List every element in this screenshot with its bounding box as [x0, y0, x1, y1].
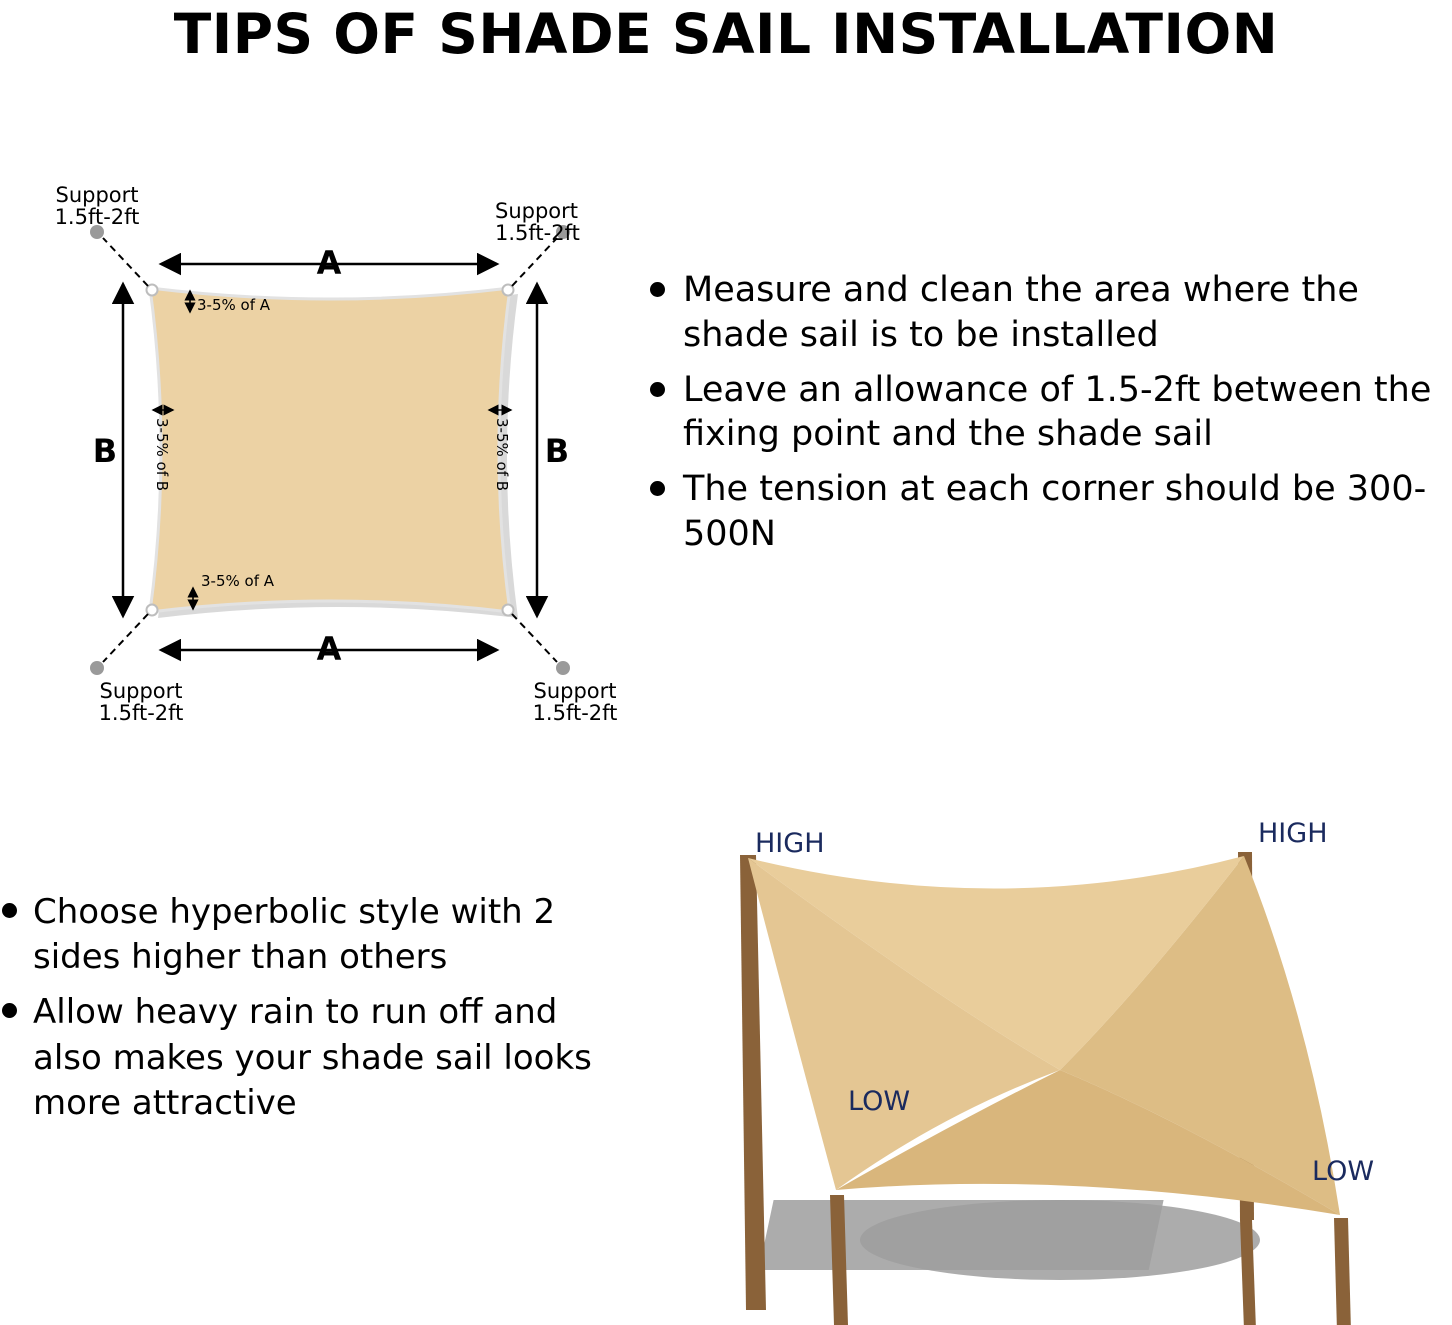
bullet-dot-icon	[2, 1003, 17, 1018]
label-low-right: LOW	[1312, 1156, 1375, 1187]
list-item-label: Leave an allowance of 1.5-2ft between the fixing point and the shade sail	[683, 369, 1432, 455]
bullet-dot-icon	[650, 282, 665, 297]
square-sail-dimension-diagram	[45, 160, 645, 740]
curve-label-right: 3-5% of B	[493, 418, 511, 492]
support-label-bottom-right-line2: 1.5ft-2ft	[532, 701, 618, 725]
sail-fabric	[150, 288, 510, 612]
support-label-top-left-line2: 1.5ft-2ft	[54, 205, 140, 229]
hyperbolic-diagram-svg	[640, 770, 1440, 1325]
dimension-label-a-bottom: A	[316, 630, 342, 668]
bullet-dot-icon	[650, 382, 665, 397]
dimension-label-b-left: B	[92, 432, 118, 470]
support-label-top-left-line1: Support	[55, 183, 139, 207]
grommet-top-left	[147, 285, 158, 296]
ground-shadow-block	[759, 1200, 1164, 1270]
curve-label-top: 3-5% of A	[197, 296, 271, 314]
support-label-bottom-right-line1: Support	[533, 679, 617, 703]
support-line-top-left	[103, 238, 148, 286]
hyperbolic-sail-illustration	[640, 770, 1440, 1325]
list-item	[650, 268, 1450, 358]
list-item	[2, 990, 622, 1126]
list-item-label: Choose hyperbolic style with 2 sides higher than others	[33, 892, 556, 978]
label-low-left: LOW	[848, 1086, 911, 1117]
curve-label-bottom: 3-5% of A	[201, 572, 275, 590]
support-label-top-right-line1: Support	[495, 199, 579, 223]
dimension-label-b-right: B	[544, 432, 570, 470]
sail-diagram-svg	[45, 160, 645, 740]
list-item-label: Measure and clean the area where the shade sail is to be installed	[683, 270, 1359, 355]
grommet-bottom-right	[503, 605, 514, 616]
support-line-bottom-left	[103, 614, 148, 662]
list-item	[650, 368, 1450, 458]
grommet-top-right	[503, 285, 514, 296]
bullet-dot-icon	[650, 481, 665, 496]
page-title: TIPS OF SHADE SAIL INSTALLATION	[173, 2, 1279, 66]
installation-tips-list-top	[650, 268, 1450, 567]
grommet-bottom-left	[147, 605, 158, 616]
pole-high-left	[740, 855, 766, 1310]
curve-label-left: 3-5% of B	[153, 418, 171, 492]
support-line-top-right	[512, 238, 557, 286]
support-dot-bottom-right	[556, 661, 570, 675]
dimension-label-a-top: A	[316, 244, 342, 282]
installation-tips-list-bottom	[2, 890, 622, 1136]
support-line-bottom-right	[512, 614, 557, 662]
support-label-bottom-left-line2: 1.5ft-2ft	[98, 701, 184, 725]
support-label-top-right-line2: 1.5ft-2ft	[495, 221, 580, 245]
label-high-right: HIGH	[1258, 818, 1328, 849]
support-dot-bottom-left	[90, 661, 104, 675]
list-item	[650, 467, 1450, 557]
pole-low-right	[1334, 1218, 1352, 1325]
support-label-bottom-left-line1: Support	[99, 679, 183, 703]
label-high-left: HIGH	[755, 828, 825, 859]
list-item	[2, 890, 622, 980]
list-item-label: Allow heavy rain to run off and also makes your shade sail looks more attractive	[33, 992, 592, 1123]
list-item-label: The tension at each corner should be 300-500N	[683, 469, 1427, 554]
bullet-dot-icon	[2, 903, 17, 918]
